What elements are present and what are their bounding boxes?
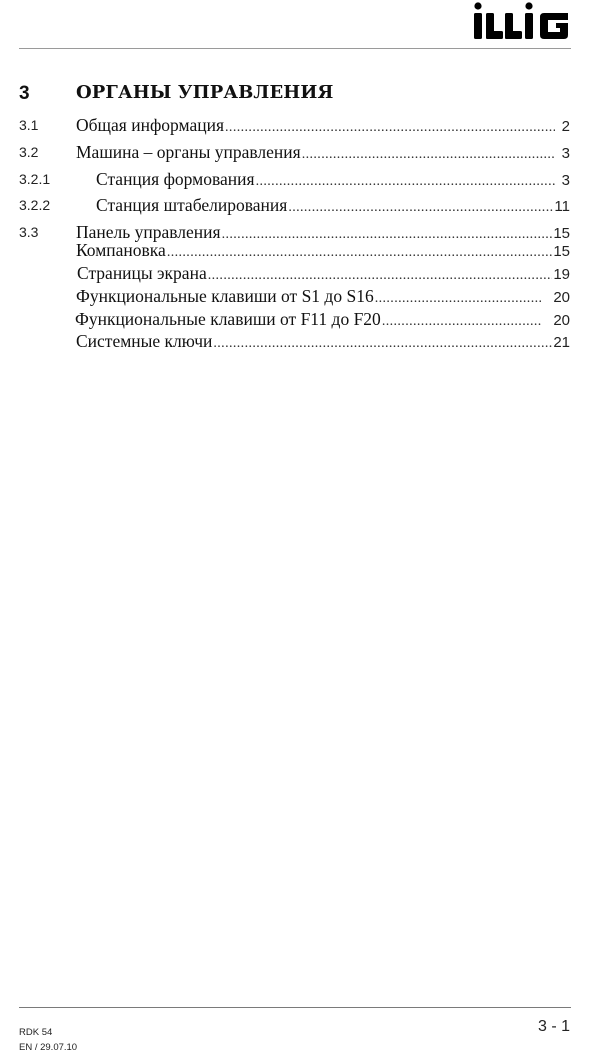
toc-entry[interactable]: [76, 142, 570, 163]
toc-entry[interactable]: [76, 331, 570, 352]
toc-leader-dots: [167, 245, 553, 261]
footer-edition: EN / 29.07.10: [19, 1042, 78, 1053]
toc-page: 15: [553, 243, 570, 260]
toc-title: Станция формования: [96, 169, 255, 189]
toc-entry[interactable]: [76, 286, 570, 307]
toc-leader-dots: [302, 147, 555, 163]
illig-logo: [472, 2, 570, 40]
toc-title: Компановка: [76, 240, 166, 260]
toc-number: 3.2.2: [19, 197, 51, 213]
toc-leader-dots: [375, 291, 542, 307]
footer-info: [19, 1025, 77, 1055]
toc-page: 3: [561, 145, 570, 162]
toc-page: 11: [554, 198, 570, 215]
toc-title: Системные ключи: [76, 331, 213, 351]
toc-row[interactable]: [0, 169, 600, 191]
toc-row[interactable]: [0, 331, 600, 353]
toc-number: 3.2.1: [19, 171, 51, 187]
toc-row[interactable]: [0, 115, 600, 137]
toc-number: 3.3: [19, 224, 39, 240]
toc-row[interactable]: [0, 195, 600, 217]
toc-row[interactable]: [0, 142, 600, 164]
toc-entry[interactable]: [96, 195, 570, 216]
toc-page: 3: [561, 172, 570, 189]
toc-title: Страницы экрана: [77, 263, 207, 283]
toc-row[interactable]: [0, 309, 600, 331]
toc-page: 19: [553, 266, 570, 283]
toc-page: 15: [553, 225, 570, 242]
header-rule: [19, 48, 571, 49]
chapter-title: ОРГАНЫ УПРАВЛЕНИЯ: [76, 82, 334, 103]
toc-title: Общая информация: [76, 115, 225, 135]
page-number: 3 - 1: [537, 1018, 570, 1035]
toc-title: Станция штабелирования: [96, 195, 288, 215]
toc-page: 2: [561, 118, 570, 135]
toc-leader-dots: [288, 200, 553, 216]
toc-entry[interactable]: [75, 309, 570, 330]
toc-title: Машина – органы управления: [76, 142, 301, 162]
toc-leader-dots: [382, 314, 542, 330]
toc-leader-dots: [256, 174, 555, 190]
toc-row[interactable]: [0, 263, 600, 285]
toc-page: 20: [553, 289, 570, 306]
toc-title: Функциональные клавиши от S1 до S16: [76, 286, 374, 306]
toc-title: Функциональные клавиши от F11 до F20: [75, 309, 381, 329]
toc-entry[interactable]: [96, 169, 570, 190]
toc-page: 21: [553, 334, 570, 351]
toc-row[interactable]: [0, 286, 600, 308]
chapter-number: 3: [19, 83, 30, 104]
toc-leader-dots: [208, 268, 553, 284]
toc-title: Панель управления: [76, 222, 221, 242]
toc-page: 20: [553, 312, 570, 329]
footer-model: RDK 54: [19, 1027, 53, 1038]
footer-rule: [19, 1007, 571, 1008]
toc-leader-dots: [213, 336, 552, 352]
toc-row[interactable]: [0, 240, 600, 262]
toc-entry[interactable]: [76, 115, 570, 136]
toc-entry[interactable]: [76, 240, 570, 261]
toc-entry[interactable]: [77, 263, 570, 284]
toc-number: 3.1: [19, 117, 39, 133]
toc-number: 3.2: [19, 144, 39, 160]
toc-leader-dots: [225, 120, 555, 136]
